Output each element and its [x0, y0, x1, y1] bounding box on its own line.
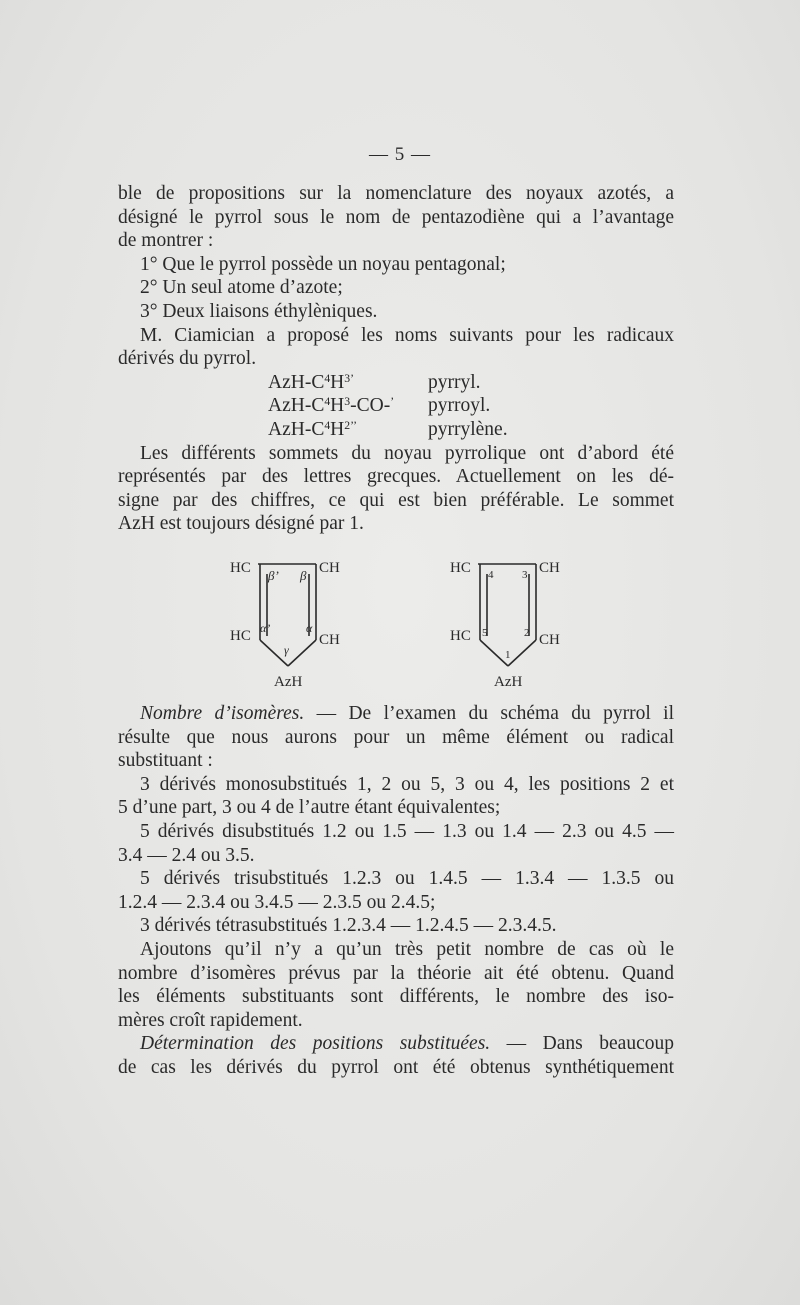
position-number: 4	[488, 569, 494, 581]
ajoutons-line: Ajoutons qu’il n’y a qu’un très petit nombre de cas où le	[140, 938, 674, 960]
atom-label: HC	[230, 628, 251, 644]
upper-text	[118, 182, 674, 536]
derives-line: 5 d’une part, 3 ou 4 de l’autre étant équivalentes;	[118, 797, 501, 819]
determination-heading: Détermination des positions substituées.	[140, 1033, 491, 1055]
atom-label: CH	[319, 560, 340, 576]
position-label: β’	[268, 568, 279, 583]
property-list	[118, 253, 674, 324]
pyrrole-diagrams	[220, 556, 600, 696]
list-item: 3° Deux liaisons éthylèniques.	[140, 300, 378, 322]
radical-row	[118, 418, 674, 442]
atom-label: CH	[539, 560, 560, 576]
atom-label: HC	[450, 628, 471, 644]
ajoutons-line: nombre d’isomères prévus par la théorie ait été obtenu. Quand	[118, 962, 674, 984]
atom-label: AzH	[274, 674, 303, 690]
isomeres-line: substituant :	[118, 750, 213, 772]
derives-list	[118, 773, 674, 938]
radical-row	[118, 394, 674, 418]
ciamician-paragraph	[118, 324, 674, 371]
isomeres-paragraph	[118, 702, 674, 773]
sommets-line: représentés par des lettres grecques. Actuellement on les dé-	[118, 466, 674, 488]
atom-label: CH	[539, 632, 560, 648]
position-number: 3	[522, 569, 528, 581]
derives-line: 5 dérivés disubstitués 1.2 ou 1.5 — 1.3 ou 1.4 — 2.3 ou 4.5 —	[140, 820, 674, 842]
radical-row	[118, 371, 674, 395]
atom-label: CH	[319, 632, 340, 648]
determination-line: — Dans beaucoup	[490, 1033, 674, 1055]
radical-name: pyrrylène.	[428, 418, 508, 440]
derives-line: 5 dérivés trisubstitués 1.2.3 ou 1.4.5 — 1.3.4 — 1.3.5 ou	[140, 868, 674, 890]
atom-label: HC	[450, 560, 471, 576]
derives-line: 3 dérivés tétrasubstitués 1.2.3.4 — 1.2.4.5 — 2.3.4.5.	[140, 915, 557, 937]
intro-line: désigné le pyrrol sous le nom de pentazodiène qui a l’avantage	[118, 206, 674, 228]
determination-line: de cas les dérivés du pyrrol ont été obtenus synthétiquement	[118, 1056, 674, 1078]
position-label: α	[306, 621, 313, 635]
position-number: 5	[482, 627, 488, 639]
ring-bond	[288, 640, 316, 666]
intro-line: ble de propositions sur la nomenclature des noyaux azotés, a	[118, 183, 674, 204]
radical-name: pyrryl.	[428, 371, 481, 393]
isomeres-line: résulte que nous aurons pour un même élément ou radical	[118, 726, 674, 748]
atom-label: HC	[230, 560, 251, 576]
list-item: 2° Un seul atome d’azote;	[140, 277, 343, 299]
determination-paragraph	[118, 1032, 674, 1079]
derives-line: 3 dérivés monosubstitués 1, 2 ou 5, 3 ou 4, les positions 2 et	[140, 773, 674, 795]
radical-name: pyrroyl.	[428, 395, 491, 417]
ajoutons-line: mères croît rapidement.	[118, 1009, 303, 1031]
isomeres-line: — De l’examen du schéma du pyrrol il	[304, 703, 674, 724]
lower-text	[118, 702, 674, 1080]
list-item: 1° Que le pyrrol possède un noyau pentagonal;	[140, 253, 506, 275]
derives-line: 1.2.4 — 2.3.4 ou 3.4.5 — 2.3.5 ou 2.4.5;	[118, 891, 436, 913]
ciamician-line: M. Ciamician a proposé les noms suivants pour les radicaux	[140, 324, 674, 346]
position-label: γ	[284, 643, 289, 657]
page-number: — 5 —	[369, 144, 431, 165]
position-number: 2	[524, 627, 530, 639]
radicals-table	[118, 371, 674, 442]
radical-formula: AzH-$C^4H^{3’}$	[268, 371, 355, 393]
derives-line: 3.4 — 2.4 ou 3.5.	[118, 844, 255, 866]
sommets-line: signe par des chiffres, ce qui est bien préférable. Le sommet	[118, 489, 674, 511]
isomeres-heading: Nombre d’isomères.	[140, 703, 305, 724]
position-label: α’	[260, 621, 271, 635]
ring-bond	[508, 640, 536, 666]
ajoutons-paragraph	[118, 938, 674, 1032]
atom-label: AzH	[494, 674, 523, 690]
sommets-line: Les différents sommets du noyau pyrrolique ont d’abord été	[140, 442, 674, 464]
ring-bond	[480, 640, 508, 666]
intro-paragraph	[118, 182, 674, 253]
sommets-paragraph	[118, 442, 674, 536]
intro-line: de montrer :	[118, 230, 214, 252]
ajoutons-line: les éléments substituants sont différents, le nombre des iso-	[118, 986, 674, 1008]
ciamician-line: dérivés du pyrrol.	[118, 348, 257, 370]
radical-formula: AzH-$C^4H^3-CO-^’$	[268, 395, 395, 417]
radical-formula: AzH-$C^4H^{2’’}$	[268, 418, 358, 440]
position-label: β	[300, 568, 307, 583]
sommets-line: AzH est toujours désigné par 1.	[118, 513, 364, 535]
position-number: 1	[505, 649, 511, 661]
